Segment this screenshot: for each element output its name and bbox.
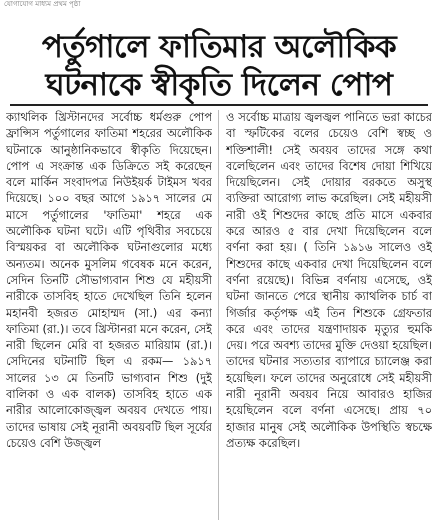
article-column-left — [6, 110, 212, 520]
page-top-strip: যোগাযোগ মাধ্যম প্রথম পৃষ্ঠা — [4, 0, 81, 8]
article-column-right — [226, 110, 432, 520]
headline — [8, 28, 430, 104]
article-paragraph-right: ও সর্বোচ্চ মাত্রায় জ্বলজ্বল পানিতে ভরা কাচের বা স্ফটিকের বলের চেয়েও বেশি স্বচ্ছ ও শক্তিশালী! সেই অবয়ব তাদের সঙ্গে কথা বলেছিলেন এবং তাদের বিশেষ দোয়া শিখিয়ে দিয়েছিলেন। সেই দোয়ার বরকতে অসুস্থ ব্যক্তিরা আরোগ্য লাভ করেছিল। সেই মহীয়সী নারী ওই শিশুদের কাছে প্রতি মাসে একবার করে আরও ৫ বার দেখা দিয়েছিলেন বলে বর্ণনা করা হয়। ( তিনি ১৯১৬ সালেও ওই শিশুদের কাছে একবার দেখা দিয়েছিলেন বলে বর্ণনা রয়েছে)। বিভিন্ন বর্ণনায় এসেছে, ওই ঘটনা জানতে পেরে স্থানীয় ক্যাথলিক চার্চ বা গির্জার কর্তৃপক্ষ এই তিন শিশুকে গ্রেফতার করে এবং তাদের যন্ত্রণাদায়ক মৃত্যুর হুমকি দেয়। পরে অবশ্য তাদের মুক্তি দেওয়া হয়েছিল। তাদের ঘটনার সত্যতার ব্যাপারে চ্যালেঞ্জ করা হয়েছিল। ফলে তাদের অনুরোধে সেই মহীয়সী নারী নূরানী অবয়ব নিয়ে আবারও হাজির হয়েছিলেন বলে বর্ণনা এসেছে। প্রায় ৭০ হাজার মানুষ সেই অলৌকিক উপস্থিতি স্বচক্ষে প্রত্যক্ষ করেছিল। — [226, 111, 432, 450]
headline-line-1: পর্তুগালে ফাতিমার অলৌকিক — [41, 29, 397, 65]
headline-rule — [10, 104, 428, 106]
headline-line-2: ঘটনাকে স্বীকৃতি দিলেন পোপ — [45, 67, 393, 103]
article-paragraph-left: ক্যাথলিক খ্রিস্টানদের সর্বোচ্চ ধর্মগুরু পোপ ফ্রান্সিস পর্তুগালের ফাতিমা শহরের অলৌকিক ঘটনাকে আনুষ্ঠানিকভাবে স্বীকৃতি দিয়েছেন। পোপ এ সংক্রান্ত এক ডিক্রিতে সই করেছেন বলে মার্কিন সংবাদপত্র নিউইয়র্ক টাইমস খবর দিয়েছে। ১০০ বছর আগে ১৯১৭ সালের মে মাসে পর্তুগালের 'ফাতিমা' শহরে এক অলৌকিক ঘটনা ঘটে। এটি পৃথিবীর সবচেয়ে বিস্ময়কর বা অলৌকিক ঘটনাগুলোর মধ্যে অন্যতম। অনেক মুসলিম গবেষক মনে করেন, সেদিন তিনটি সৌভাগ্যবান শিশু যে মহীয়সী নারীকে তাসবিহ হাতে দেখেছিল তিনি হলেন মহানবী হজরত মোহাম্মদ (সা.) এর কন্যা ফাতিমা (রা.)। তবে খ্রিস্টানরা মনে করেন, সেই নারী ছিলেন মেরি বা হজরত মারিয়াম (রা.)। সেদিনের ঘটনাটি ছিল এ রকম— ১৯১৭ সালের ১৩ মে তিনটি ভাগ্যবান শিশু (দুই বালিকা ও এক বালক) তাসবিহ হাতে এক নারীর আলোকোজ্জ্বল অবয়ব দেখতে পায়। তাদের ভাষায় সেই নূরানী অবয়বটি ছিল সূর্যের চেয়েও বেশি উজ্জ্বল — [6, 111, 212, 450]
column-divider — [218, 110, 219, 520]
